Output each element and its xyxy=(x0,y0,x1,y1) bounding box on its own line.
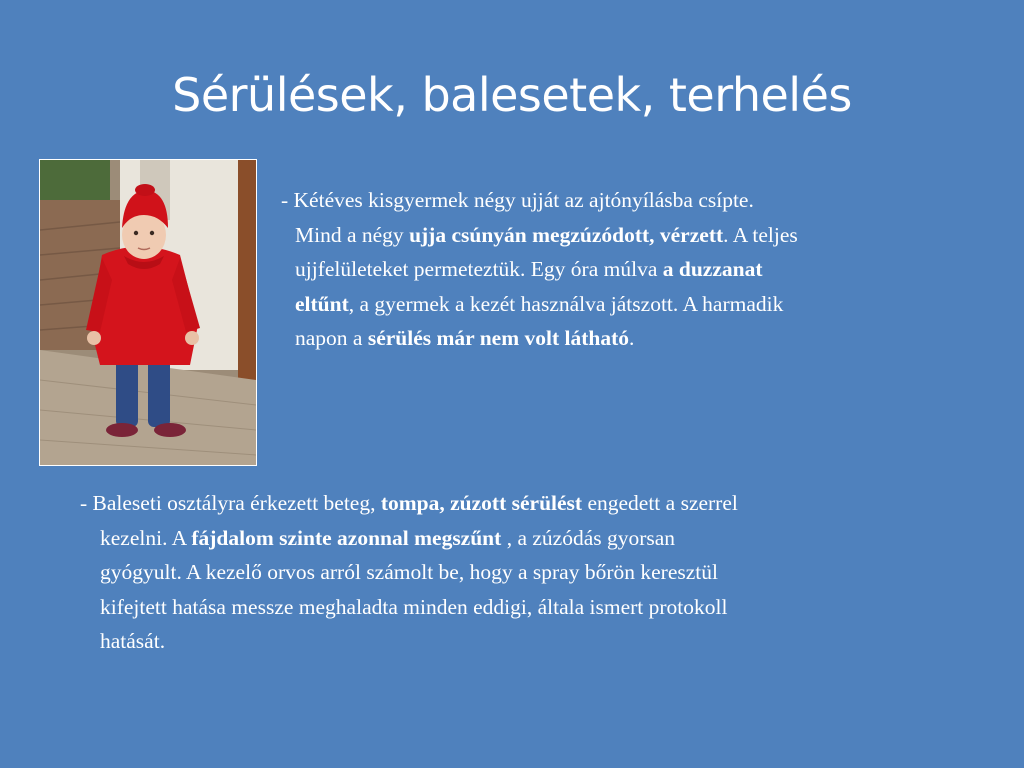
child-in-red-coat-photo-icon xyxy=(40,160,256,465)
text-segment: hatását. xyxy=(100,629,166,653)
text-segment: . A teljes xyxy=(723,222,798,247)
text-segment: napon a xyxy=(295,326,368,350)
text-line xyxy=(80,624,990,659)
paragraph-child-finger-injury xyxy=(281,183,981,356)
bold-text-segment: sérülés már nem volt látható xyxy=(367,326,629,350)
slide-title: Sérülések, balesetek, terhelés xyxy=(172,68,852,122)
text-segment: , a zúzódás gyorsan xyxy=(501,525,676,550)
paragraph-trauma-ward-patient xyxy=(80,486,990,659)
text-segment: ujjfelületeket permeteztük. Egy óra múlva xyxy=(295,257,663,281)
text-segment: Mind a négy xyxy=(295,222,410,247)
text-line xyxy=(80,521,990,556)
text-line xyxy=(281,183,981,218)
text-line xyxy=(281,252,981,287)
child-photo xyxy=(39,159,257,466)
text-line xyxy=(281,287,981,322)
bold-text-segment: tompa, zúzott sérülést xyxy=(380,491,583,515)
bold-text-segment: ujja csúnyán megzúzódott, vérzett xyxy=(409,222,724,247)
bold-text-segment: fájdalom szinte azonnal megszűnt xyxy=(191,525,502,550)
text-segment: . xyxy=(629,326,635,350)
text-segment: kezelni. A xyxy=(100,525,192,550)
text-line xyxy=(281,218,981,253)
text-line xyxy=(80,590,990,625)
text-segment: kifejtett hatása messze meghaladta minden eddigi, általa ismert protokoll xyxy=(100,594,728,619)
text-segment: engedett a szerrel xyxy=(582,491,738,515)
text-segment: , a gyermek a kezét használva játszott. A harmadik xyxy=(348,291,784,316)
text-segment: - Kétéves kisgyermek négy ujját az ajtónyílásba csípte. xyxy=(281,188,754,212)
bold-text-segment: a duzzanat xyxy=(662,257,763,281)
text-segment: - Baleseti osztályra érkezett beteg, xyxy=(80,491,381,515)
text-line xyxy=(281,321,981,356)
bold-text-segment: eltűnt xyxy=(295,291,349,316)
text-line xyxy=(80,555,990,590)
text-line xyxy=(80,486,990,521)
text-segment: gyógyult. A kezelő orvos arról számolt be, hogy a spray bőrön keresztül xyxy=(100,560,718,584)
